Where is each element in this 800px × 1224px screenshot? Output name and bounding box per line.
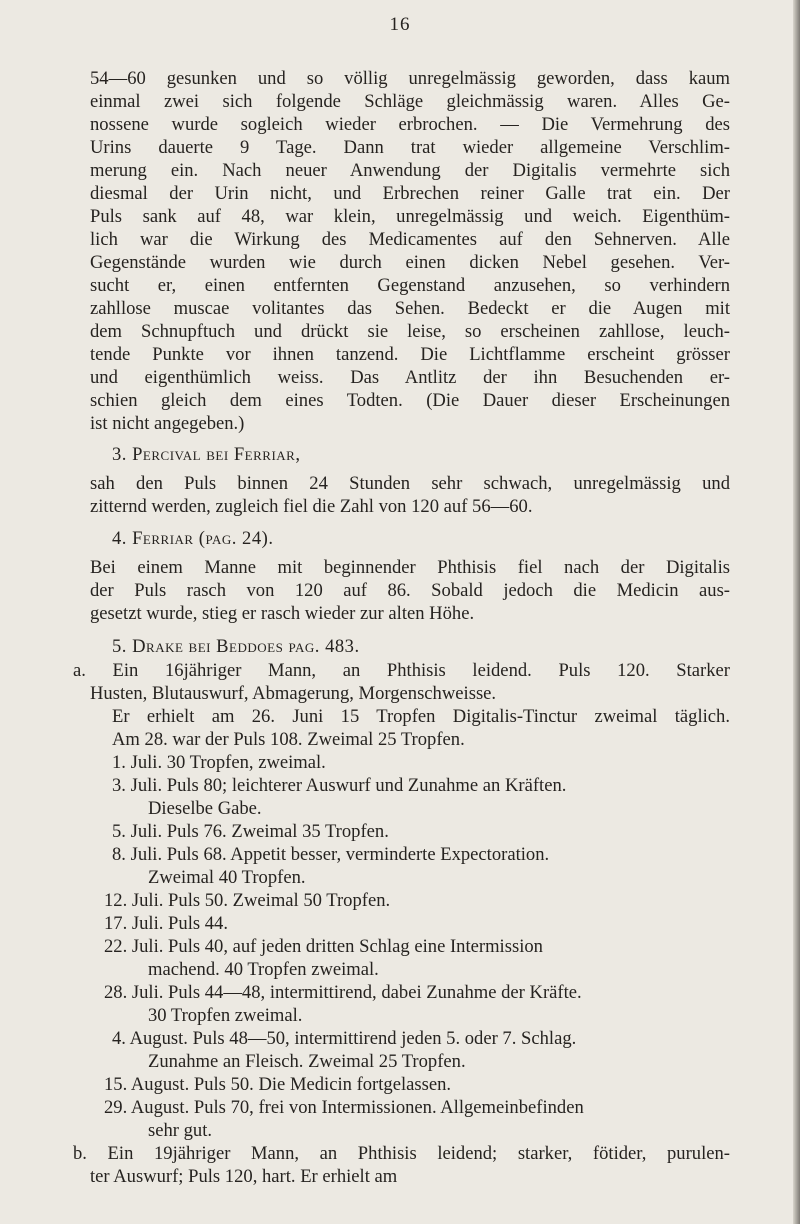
text-line: Husten, Blutauswurf, Abmagerung, Morgenschweisse. xyxy=(90,683,497,704)
text-line: Gegenstände wurden wie durch einen dicken Nebel gesehen. Ver- xyxy=(90,252,730,273)
page-number: 16 xyxy=(389,14,411,35)
text-line: 12. Juli. Puls 50. Zweimal 50 Tropfen. xyxy=(104,890,391,911)
text-line: lich war die Wirkung des Medicamentes auf den Sehnerven. Alle xyxy=(90,229,730,250)
text-line: machend. 40 Tropfen zweimal. xyxy=(148,959,379,980)
text-line: und eigenthümlich weiss. Das Antlitz der ihn Besuchenden er- xyxy=(90,367,730,388)
section-heading: 4. Ferriar (pag. 24). xyxy=(112,528,274,549)
text-line: gesetzt wurde, stieg er rasch wieder zur alten Höhe. xyxy=(90,603,475,624)
text-line: 28. Juli. Puls 44—48, intermittirend, dabei Zunahme der Kräfte. xyxy=(104,982,582,1003)
text-line: sehr gut. xyxy=(148,1120,213,1141)
section-heading: 5. Drake bei Beddoes pag. 483. xyxy=(112,636,360,657)
text-line: 1. Juli. 30 Tropfen, zweimal. xyxy=(112,752,326,773)
section-heading: 3. Percival bei Ferriar, xyxy=(112,444,301,465)
text-line: 30 Tropfen zweimal. xyxy=(148,1005,303,1026)
page-edge-shadow xyxy=(793,0,800,1224)
text-line: 5. Juli. Puls 76. Zweimal 35 Tropfen. xyxy=(112,821,389,842)
text-line: Puls sank auf 48, war klein, unregelmässig und weich. Eigenthüm- xyxy=(90,206,730,227)
text-line: zahllose muscae volitantes das Sehen. Bedeckt er die Augen mit xyxy=(90,298,730,319)
text-line: merung ein. Nach neuer Anwendung der Digitalis vermehrte sich xyxy=(90,160,730,181)
text-line: 4. August. Puls 48—50, intermittirend jeden 5. oder 7. Schlag. xyxy=(112,1028,577,1049)
text-line: tende Punkte vor ihnen tanzend. Die Lichtflamme erscheint grösser xyxy=(90,344,730,365)
text-line: Er erhielt am 26. Juni 15 Tropfen Digitalis-Tinctur zweimal täglich. xyxy=(112,706,730,727)
text-line: einmal zwei sich folgende Schläge gleichmässig waren. Alles Ge- xyxy=(90,91,730,112)
text-line: ter Auswurf; Puls 120, hart. Er erhielt am xyxy=(90,1166,398,1187)
text-line: Dieselbe Gabe. xyxy=(148,798,262,819)
text-line: zitternd werden, zugleich fiel die Zahl von 120 auf 56—60. xyxy=(90,496,533,517)
text-line: Am 28. war der Puls 108. Zweimal 25 Tropfen. xyxy=(112,729,465,750)
text-line: 15. August. Puls 50. Die Medicin fortgelassen. xyxy=(104,1074,452,1095)
text-line: 8. Juli. Puls 68. Appetit besser, verminderte Expectoration. xyxy=(112,844,550,865)
text-line: Bei einem Manne mit beginnender Phthisis fiel nach der Digitalis xyxy=(90,557,730,578)
text-line: Zunahme an Fleisch. Zweimal 25 Tropfen. xyxy=(148,1051,466,1072)
text-line: sucht er, einen entfernten Gegenstand anzusehen, so verhindern xyxy=(90,275,730,296)
text-line: 29. August. Puls 70, frei von Intermissionen. Allgemeinbefinden xyxy=(104,1097,584,1118)
text-line: Urins dauerte 9 Tage. Dann trat wieder allgemeine Verschlim- xyxy=(90,137,730,158)
text-line: 22. Juli. Puls 40, auf jeden dritten Schlag eine Intermission xyxy=(104,936,543,957)
text-line: dem Schnupftuch und drückt sie leise, so erscheinen zahllose, leuch- xyxy=(90,321,730,342)
text-line: ist nicht angegeben.) xyxy=(90,413,245,434)
text-line: b. Ein 19jähriger Mann, an Phthisis leidend; starker, fötider, purulen- xyxy=(73,1143,730,1164)
text-line: nossene wurde sogleich wieder erbrochen. — Die Vermehrung des xyxy=(90,114,730,135)
text-line: diesmal der Urin nicht, und Erbrechen reiner Galle trat ein. Der xyxy=(90,183,730,204)
text-line: a. Ein 16jähriger Mann, an Phthisis leidend. Puls 120. Starker xyxy=(73,660,730,681)
text-line: Zweimal 40 Tropfen. xyxy=(148,867,306,888)
text-line: 54—60 gesunken und so völlig unregelmässig geworden, dass kaum xyxy=(90,68,730,89)
text-line: schien gleich dem eines Todten. (Die Dauer dieser Erscheinungen xyxy=(90,390,730,411)
text-line: 17. Juli. Puls 44. xyxy=(104,913,228,934)
text-line: 3. Juli. Puls 80; leichterer Auswurf und Zunahme an Kräften. xyxy=(112,775,567,796)
text-line: der Puls rasch von 120 auf 86. Sobald jedoch die Medicin aus- xyxy=(90,580,730,601)
text-line: sah den Puls binnen 24 Stunden sehr schwach, unregelmässig und xyxy=(90,473,730,494)
